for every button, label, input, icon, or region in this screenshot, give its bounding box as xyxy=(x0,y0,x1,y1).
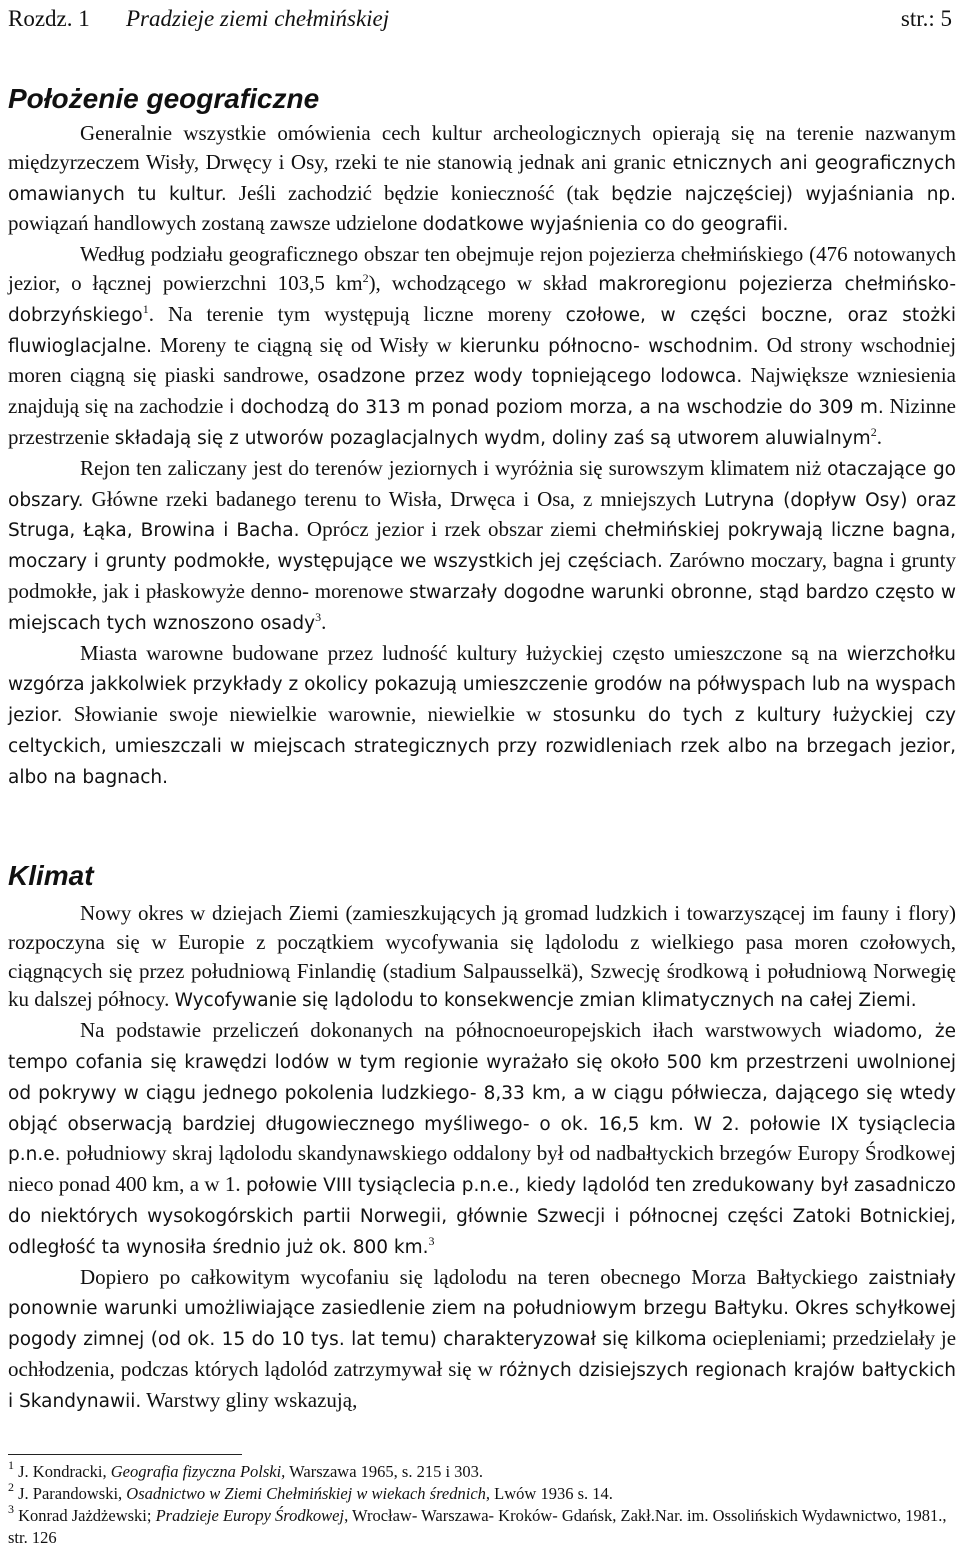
page-number: str.: 5 xyxy=(900,6,952,31)
paragraph: Miasta warowne budowane przez ludność kultury łużyckiej często umieszczone są na wierzchołku wzgórza jakkolwiek przykłady z okolicy pokazują umieszczenie grodów na półwyspach lub na wyspach jezior. Słowianie swoje niewielkie warownie, niewielkie w stosunku do tych z kultury łużyckiej czy celtyckich, umieszczali w miejscach strategicznych przy rozwidleniach rzek albo na brzegach jezior, albo na bagnach. xyxy=(8,640,957,788)
footnote-marker: 3 xyxy=(315,609,322,624)
paragraph: Według podziału geograficznego obszar ten obejmuje rejon pojezierza chełmińskiego (476 notowanych jezior, o łącznej powierzchni 103,5 $km^2$), wchodzącego w skład makroregionu pojezierza chełmińsko- dobrzyńskiego$^1$. Na terenie tym występują liczne moreny czołowe, w części boczne, oraz stożki fluwioglacjalne. Moreny te ciągną się od Wisły w kierunku północno- wschodnim. Od strony wschodniej moren ciągną się piaski sandrowe, osadzone przez wody topniejącego lodowca. Największe wzniesienia znajdują się na zachodzie i dochodzą do 313 m ponad poziom morza, a na wschodzie do 309 m. Nizinne przestrzenie składają się z utworów pozaglacjalnych wydm, doliny zaś są utworem aluwialnym$^2$. xyxy=(8,242,957,449)
footnote-marker: 2 xyxy=(362,270,369,285)
running-header xyxy=(8,4,952,34)
footnote-marker: 3 xyxy=(428,1233,435,1248)
section-heading-climate: Klimat xyxy=(8,860,94,891)
paragraph: Rejon ten zaliczany jest do terenów jeziornych i wyróżnia się surowszym klimatem niż otaczające go obszary. Główne rzeki badanego terenu to Wisła, Drwęca i Osa, z mniejszych Lutryna (dopływ Osy) oraz Struga, Łąka, Browina i Bacha. Oprócz jezior i rzek obszar ziemi chełmińskiej pokrywają liczne bagna, moczary i grunty podmokłe, występujące we wszystkich jej częściach. Zarówno moczary, bagna i grunty podmokłe, jak i płaskowyże denno- morenowe stwarzały dogodne warunki obronne, stąd bardzo często w miejscach tych wznoszono osady$^3$. xyxy=(8,455,957,634)
footnote-marker: 2 xyxy=(870,424,877,439)
footnote-marker: 1 xyxy=(142,301,149,316)
footnote: $^1$ J. Kondracki, Geografia fizyczna Polski, Warszawa 1965, s. 215 i 303. xyxy=(8,1458,484,1481)
geography-section-body xyxy=(8,119,956,793)
paragraph: Nowy okres w dziejach Ziemi (zamieszkujących ją gromad ludzkich i towarzyszącej im fauny i flory) rozpoczyna się w Europie z początkiem wycofywania się lądolodu z wielkiego pasa moren czołowych, ciągnących się przez południową Finlandię (stadium Salpausselkä), Szwecję środkową i południową Norwegię ku dalszej północy. Wycofywanie się lądolodu to konsekwencje zmian klimatycznych na całej Ziemi. xyxy=(8,901,956,1012)
paragraph: Na podstawie przeliczeń dokonanych na północnoeuropejskich iłach warstwowych wiadomo, że tempo cofania się krawędzi lodów w tym regionie wyrażało się około 500 km przestrzeni uwolnionej od pokrywy w ciągu jednego pokolenia ludzkiego- 8,33 km, a w ciągu półwiecza, dającego się wtedy objąć obserwacją bardziej długowiecznego myśliwego- o ok. 16,5 km. W 2. połowie IX tysiąclecia p.n.e. południowy skraj lądolodu skandynawskiego oddalony był od nadbałtyckich brzegów Europy Środkowej nieco ponad 400 km, a w 1. połowie VIII tysiąclecia p.n.e., kiedy lądolód ten zredukowany był zasadniczo do niektórych wysokogórskich partii Norwegii, głównie Szwecji i północnej części Zatoki Botnickiej, odległość ta wynosiła średnio już ok. 800 km.$^3$ xyxy=(8,1018,957,1258)
chapter-title: Pradzieje ziemi chełmińskiej xyxy=(126,6,390,31)
chapter-label: Rozdz. 1 xyxy=(8,6,90,31)
paragraph: Generalnie wszystkie omówienia cech kultur archeologicznych opierają się na terenie nazwanym międzyrzeczem Wisły, Drwęcy i Osy, rzeki te nie stanowią jednak ani granic etnicznych ani geograficznych omawianych tu kultur. Jeśli zachodzić będzie konieczność (tak będzie najczęściej) wyjaśniania np. powiązań handlowych zostaną zawsze udzielone dodatkowe wyjaśnienia co do geografii. xyxy=(8,121,957,236)
footnote: $^2$ J. Parandowski, Osadnictwo w Ziemi Chełmińskiej w wiekach średnich, Lwów 1936 s. 14. xyxy=(8,1480,613,1503)
footnote-separator xyxy=(8,1454,242,1455)
climate-section-body xyxy=(8,899,956,1417)
paragraph: Dopiero po całkowitym wycofaniu się lądolodu na teren obecnego Morza Bałtyckiego zaistniały ponownie warunki umożliwiające zasiedlenie ziem na południowym brzegu Bałtyku. Okres schyłkowej pogody zimnej (od ok. 15 do 10 tys. lat temu) charakteryzował się kilkoma ociepleniami; przedzielały je ochłodzenia, podczas których lądolód zatrzymywał się w różnych dzisiejszych regionach krajów bałtyckich i Skandynawii. Warstwy gliny wskazują, xyxy=(8,1264,957,1412)
section-heading-geography: Położenie geograficzne xyxy=(8,83,320,114)
footnote: $^3$ Konrad Jażdżewski; Pradzieje Europy Środkowej, Wrocław- Warszawa- Kroków- Gdańsk, Zakł.Nar. im. Ossolińskich Wydawnictwo, 1981., str. 126 xyxy=(8,1502,947,1547)
footnotes xyxy=(8,1458,956,1549)
